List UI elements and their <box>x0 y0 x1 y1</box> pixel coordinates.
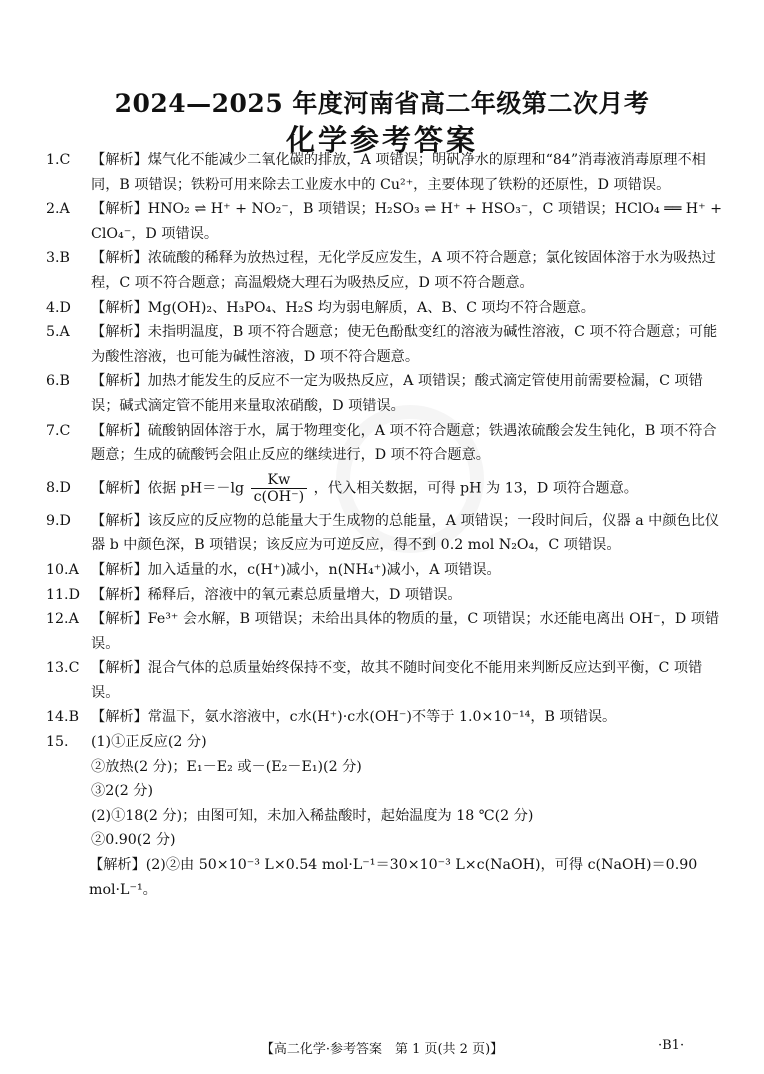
answer-text: 【解析】煤气化不能减少二氧化碳的排放，A 项错误；明矾净水的原理和“84”消毒液消毒原理不相同，B 项错误；铁粉可用来除去工业废水中的 Cu²⁺，主要体现了铁粉的还原性，D 项错误。 <box>91 152 706 193</box>
answer-item-8 <box>46 468 724 509</box>
answer-text: 【解析】常温下，氨水溶液中，c水(H⁺)·c水(OH⁻)不等于 1.0×10⁻¹⁴，B 项错误。 <box>91 709 617 726</box>
answer-item-3 <box>46 246 724 295</box>
answer-item-2 <box>46 197 724 246</box>
answer-item-15 <box>46 730 724 853</box>
answer-text: 【解析】HNO₂ ⇌ H⁺ + NO₂⁻，B 项错误；H₂SO₃ ⇌ H⁺ + HSO₃⁻，C 项错误；HClO₄ ══ H⁺ + ClO₄⁻，D 项错误。 <box>91 201 723 242</box>
answer-item-1 <box>46 148 724 197</box>
answer-number: 9.D <box>46 512 71 529</box>
answer-text-after: ，代入相关数据，可得 pH 为 13，D 项符合题意。 <box>313 480 638 497</box>
answer-text: 【解析】加热才能发生的反应不一定为吸热反应，A 项错误；酸式滴定管使用前需要检漏，C 项错误；碱式滴定管不能用来量取浓硝酸，D 项错误。 <box>91 373 703 414</box>
answer-text: 【解析】混合气体的总质量始终保持不变，故其不随时间变化不能用来判断反应达到平衡，C 项错误。 <box>91 660 703 701</box>
answer-text: 【解析】Fe³⁺ 会水解，B 项错误；未给出具体的物质的量，C 项错误；水还能电离出 OH⁻，D 项错误。 <box>91 611 720 652</box>
answer-number: 11.D <box>46 586 80 603</box>
answer-number: 3.B <box>46 250 70 267</box>
answer-text: 【解析】浓硫酸的稀释为放热过程，无化学反应发生，A 项不符合题意；氯化铵固体溶于水为吸热过程，C 项不符合题意；高温煅烧大理石为吸热反应，D 项不符合题意。 <box>91 250 716 291</box>
answer-item-4 <box>46 296 724 321</box>
answer-item-9 <box>46 509 724 558</box>
answer-item-14 <box>46 705 724 730</box>
answer-item-7 <box>46 419 724 468</box>
q15-line-3: ③2(2 分) <box>91 783 154 800</box>
q15-line-4: (2)①18(2 分)；由图可知，未加入稀盐酸时，起始温度为 18 ℃(2 分) <box>91 807 534 824</box>
q15-analysis-text: 【解析】(2)②由 50×10⁻³ L×0.54 mol·L⁻¹＝30×10⁻³ L×c(NaOH)，可得 c(NaOH)＝0.90 mol·L⁻¹。 <box>89 857 698 898</box>
q15-line-5: ②0.90(2 分) <box>91 832 176 849</box>
answer-text: 【解析】硫酸钠固体溶于水，属于物理变化，A 项不符合题意；铁遇浓硫酸会发生钝化，B 项不符合题意；生成的硫酸钙会阻止反应的继续进行，D 项不符合题意。 <box>91 422 717 464</box>
answer-text: 【解析】未指明温度，B 项不符合题意；使无色酚酞变红的溶液为碱性溶液，C 项不符合题意；可能为酸性溶液，也可能为碱性溶液，D 项不符合题意。 <box>91 324 718 365</box>
fraction-numerator: Kw <box>251 472 308 489</box>
answer-item-6 <box>46 369 724 418</box>
q15-analysis <box>46 853 724 902</box>
page-code: ·B1· <box>658 1038 685 1053</box>
answer-item-11 <box>46 583 724 608</box>
page-title: 2024—2025 年度河南省高二年级第二次月考 <box>114 89 650 118</box>
answer-number: 12.A <box>46 611 79 628</box>
answer-text: 【解析】Mg(OH)₂、H₃PO₄、H₂S 均为弱电解质，A、B、C 项均不符合题意。 <box>91 299 595 316</box>
answer-number: 13.C <box>46 660 80 677</box>
answer-number: 5.A <box>46 324 70 341</box>
answer-number: 8.D <box>46 479 71 496</box>
answer-number: 2.A <box>46 201 70 218</box>
page-subtitle: 化学参考答案 <box>285 123 478 157</box>
fraction-denominator: c(OH⁻) <box>253 488 305 505</box>
answer-item-13 <box>46 656 724 705</box>
answer-item-10 <box>46 558 724 583</box>
answer-item-5 <box>46 320 724 369</box>
answer-number: 4.D <box>46 299 71 316</box>
ph-formula-fraction <box>251 472 308 505</box>
answer-text: 【解析】稀释后，溶液中的氧元素总质量增大，D 项错误。 <box>91 586 462 603</box>
answer-text-before: 【解析】依据 pH＝－lg <box>91 480 245 497</box>
answer-text: 【解析】该反应的反应物的总能量大于生成物的总能量，A 项错误；一段时间后，仪器 a 中颜色比仪器 b 中颜色深，B 项错误；该反应为可逆反应，得不到 0.2 mol N₂O₄，C 项错误。 <box>91 512 720 554</box>
page-footer: 【高二化学·参考答案 第 1 页(共 2 页)】 <box>260 1042 504 1057</box>
answer-text: 【解析】加入适量的水，c(H⁺)减小，n(NH₄⁺)减小，A 项错误。 <box>91 561 501 578</box>
answer-list <box>46 148 724 902</box>
answer-number: 14.B <box>46 709 79 726</box>
q15-line-2: ②放热(2 分)；E₁－E₂ 或－(E₂－E₁)(2 分) <box>91 758 362 775</box>
answer-number: 6.B <box>46 373 70 390</box>
answer-number: 1.C <box>46 152 71 168</box>
answer-item-12 <box>46 607 724 656</box>
answer-number: 15. <box>46 734 69 751</box>
answer-number: 7.C <box>46 422 71 439</box>
answer-number: 10.A <box>46 561 79 578</box>
q15-line-1: (1)①正反应(2 分) <box>91 734 207 751</box>
